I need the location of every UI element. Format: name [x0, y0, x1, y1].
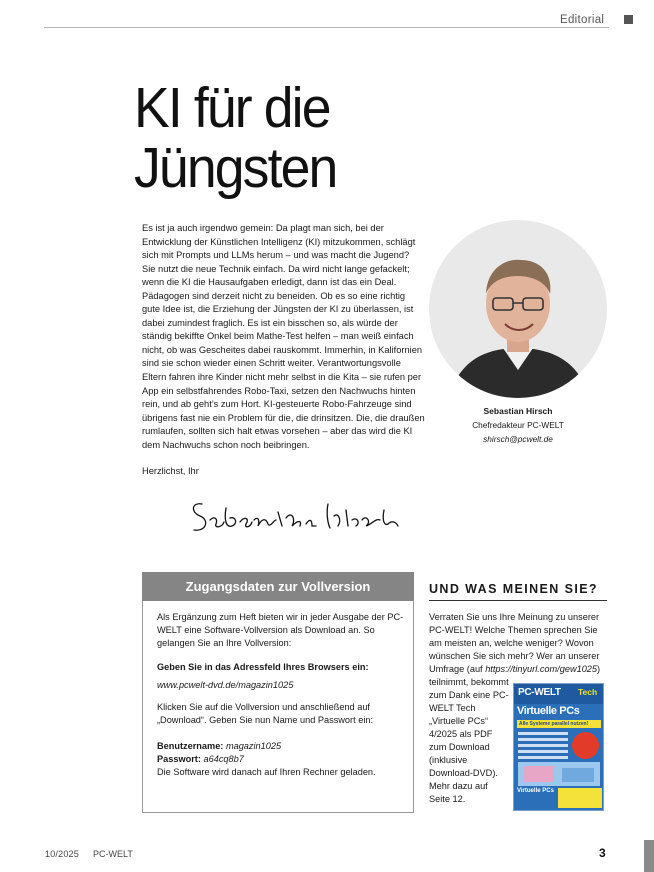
page-number: 3 [599, 846, 606, 860]
username-value: magazin1025 [225, 741, 282, 751]
survey-link[interactable]: https://tinyurl.com/gew1025 [485, 664, 598, 674]
author-role: Chefredakteur PC-WELT [472, 420, 564, 430]
access-url[interactable]: www.pcwelt-dvd.de/magazin1025 [157, 680, 294, 690]
access-step-2: Klicken Sie auf die Vollversion und anschließend auf „Download“. Geben Sie nun Name und Passwort ein: [157, 702, 374, 725]
footer-magazine: PC-WELT [93, 849, 133, 859]
feedback-text-offer: teilnimmt, bekommt zum Dank eine PC-WELT Tech „Virtuelle PCs“ 4/2025 als PDF zum Download (inklusive Download-DVD). Mehr dazu auf Seite 12. [429, 677, 509, 804]
access-box-body [157, 611, 404, 779]
password-value: a64cq8b7 [203, 754, 244, 764]
password-label: Passwort: [157, 754, 201, 764]
feedback-text-paren: ) [597, 664, 601, 674]
page-edge-tab [644, 840, 654, 872]
access-outro: Die Software wird danach auf Ihren Rechner geladen. [157, 767, 376, 777]
cover-edition: Tech [578, 687, 598, 697]
cover-special-box [558, 788, 602, 808]
access-step-1: Geben Sie in das Adressfeld Ihres Browsers ein: [157, 662, 369, 672]
cover-screenshot [518, 762, 600, 786]
author-name: Sebastian Hirsch [483, 406, 553, 416]
article-body: Es ist ja auch irgendwo gemein: Da plagt man sich, bei der Entwicklung der Künstlichen Intelligenz (KI) mitzukommen, schlägt sich mit Prompts und LLMs herum – und was macht die Jugend? Sie nutzt die neue Technik einfach. Da wird nicht lange gefackelt; wenn die KI die Hausaufgaben erledigt, dann ist das ein Deal. Pädagogen sind derzeit nicht zu beneiden. Ob es so eine richtig gute Idee ist, die Erziehung der Jüngsten der KI zu überlassen, ist dabei zumindest fraglich. Es ist ein bisschen so, als würde der ständig bekiffte Onkel beim Mathe-Test helfen – man weiß einfach nicht, ob was Gescheites dabei rauskommt. Immerhin, in Kalifornien sind sie schon wieder einen Schritt weiter. Verantwortungsvolle Eltern fahren ihre Kinder nicht mehr selbst in die Kita – sie rufen per App ein selbstfahrendes Robo-Taxi, setzen den Nachwuchs hinten rein, und ab geht’s zum Hort. KI-gesteuerte Robo-Fahrzeuge sind übrigens fast nie ein Problem für die, die drinsitzen. Die, die draußen rumlaufen, sollten sich halt etwas vorsehen – aber das wird die KI dem Nachwuchs schon noch beibringen. [142, 223, 425, 450]
magazine-cover-image [513, 683, 604, 811]
footer-issue: 10/2025 [45, 849, 79, 859]
username-label: Benutzername: [157, 741, 224, 751]
cover-subhead: Virtuelle PCs [517, 788, 554, 794]
header-rule [44, 27, 609, 28]
cover-headline: Virtuelle PCs [517, 705, 580, 717]
cover-ribbon-text: Alle Systeme parallel nutzen! [519, 721, 589, 727]
cover-badge [572, 732, 599, 759]
feedback-title: UND WAS MEINEN SIE? [429, 582, 598, 596]
access-box-title: Zugangsdaten zur Vollversion [142, 572, 414, 601]
section-marker [624, 15, 633, 24]
handwritten-signature [188, 490, 408, 540]
article-closing: Herzlichst, Ihr [142, 466, 199, 476]
feedback-rule [429, 600, 607, 601]
cover-teaser-lines [518, 732, 568, 762]
feedback-text [429, 611, 607, 676]
article-title: KI für die Jüngsten [134, 76, 337, 200]
cover-brand: PC-WELT [518, 687, 561, 698]
access-intro: Als Ergänzung zum Heft bieten wir in jeder Ausgabe der PC-WELT eine Software-Vollversion als Download an. So gelangen Sie an Ihre Vollversion: [157, 612, 404, 648]
section-label: Editorial [560, 14, 605, 26]
cover-ribbon [517, 720, 601, 728]
author-portrait [429, 220, 607, 398]
author-email[interactable]: shirsch@pcwelt.de [483, 434, 553, 444]
feedback-text-intro: Verraten Sie uns Ihre Meinung zu unserer PC-WELT! Welche Themen sprechen Sie am meisten an, welche weniger? Wovon wünschen Sie sich mehr? Wer an unserer Umfrage (auf [429, 612, 600, 674]
